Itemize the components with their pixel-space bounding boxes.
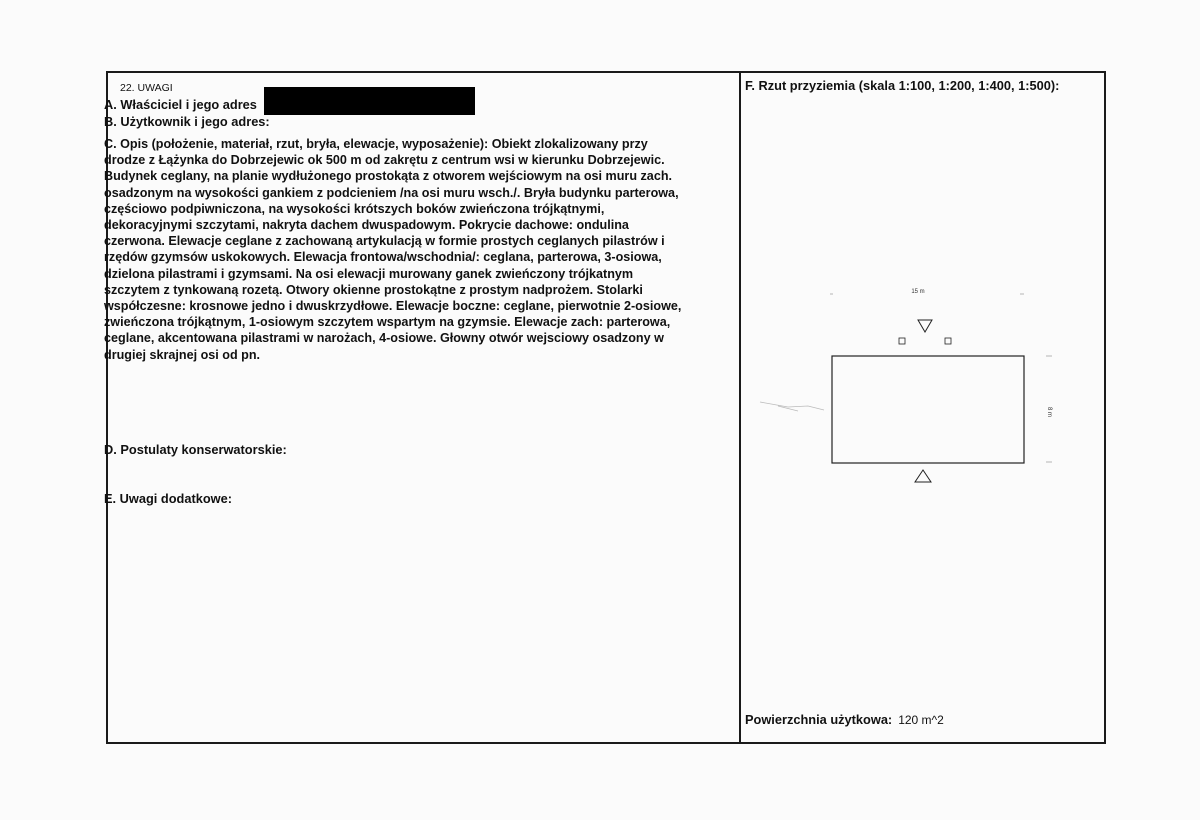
additional-remarks-label: E. Uwagi dodatkowe: [104,491,232,506]
ground-plan-title: F. Rzut przyziemia (skala 1:100, 1:200, 1:400, 1:500): [745,78,1060,93]
section-number: 22. UWAGI [120,82,173,94]
entrance-marker-top [918,320,932,332]
description-line: współczesne: krosnowe jedno i dwuskrzydłowe. Elewacje boczne: ceglane, pierwotnie 2-osiowe, [104,299,682,314]
entrance-marker-bottom [915,470,931,482]
description-line: C. Opis (położenie, materiał, rzut, bryła, elewacje, wyposażenie): Obiekt zlokalizowany przy [104,137,648,151]
description-line: dzielona pilastrami i gzymsami. Na osi elewacji murowany ganek zwieńczony trójkatnym [104,266,634,281]
description-line: drodze z Łążynka do Dobrzejewic ok 500 m od zakrętu z centrum wsi w kierunku Dobrzejewic. [104,153,665,168]
usable-area [745,712,944,727]
pencil-mark [758,398,828,416]
owner-label: A. Właściciel i jego adres [104,97,257,112]
ground-plan-drawing [741,270,1101,500]
description-text [104,136,736,363]
description-line: zwieńczona trójkątnym, 1-osiowym szczytem wspartym na gzymsie. Elewacje zach: parterowa, [104,315,671,330]
description-line: rzędów gzymsów uskokowych. Elewacja frontowa/wschodnia/: ceglana, parterowa, 3-osiowa, [104,250,662,265]
description-line: Budynek ceglany, na planie wydłużonego prostokąta z otworem wejściowym na osi muru zach. [104,169,673,184]
description-line: częściowo podpiwniczona, na wysokości krótszych boków zwieńczona trójkątnymi, [104,201,605,216]
plan-width-label: 15 m [911,289,925,295]
usable-area-label: Powierzchnia użytkowa: [745,712,893,727]
pillar-marker [899,338,905,344]
pillar-marker [945,338,951,344]
description-line: ceglane, akcentowana pilastrami w narożach, 4-osiowe. Głowny otwór wejsciowy osadzony w [104,331,664,346]
description-line: czerwona. Elewacje ceglane z zachowaną artykulacją w formie prostych ceglanych pilastrów i [104,234,665,249]
redaction-block [264,87,475,115]
usable-area-value: 120 m^2 [898,713,944,727]
user-label: B. Użytkownik i jego adres: [104,114,270,129]
plan-height-label: 8 m [1046,406,1052,418]
description-line: osadzonym na wysokości gankiem z podcieniem /na osi muru wsch./. Bryła budynku parterowa, [104,185,679,200]
conservation-postulates-label: D. Postulaty konserwatorskie: [104,442,287,457]
description-line: dekoracyjnymi szczytami, nakryta dachem dwuspadowym. Pokrycie dachowe: ondulina [104,218,629,233]
description-line: szczytem z tynkowaną rozetą. Otwory okienne prostokątne z prostym nadprożem. Stolarki [104,282,643,297]
description-line: drugiej skrajnej osi od pn. [104,347,261,362]
building-outline [832,356,1024,463]
